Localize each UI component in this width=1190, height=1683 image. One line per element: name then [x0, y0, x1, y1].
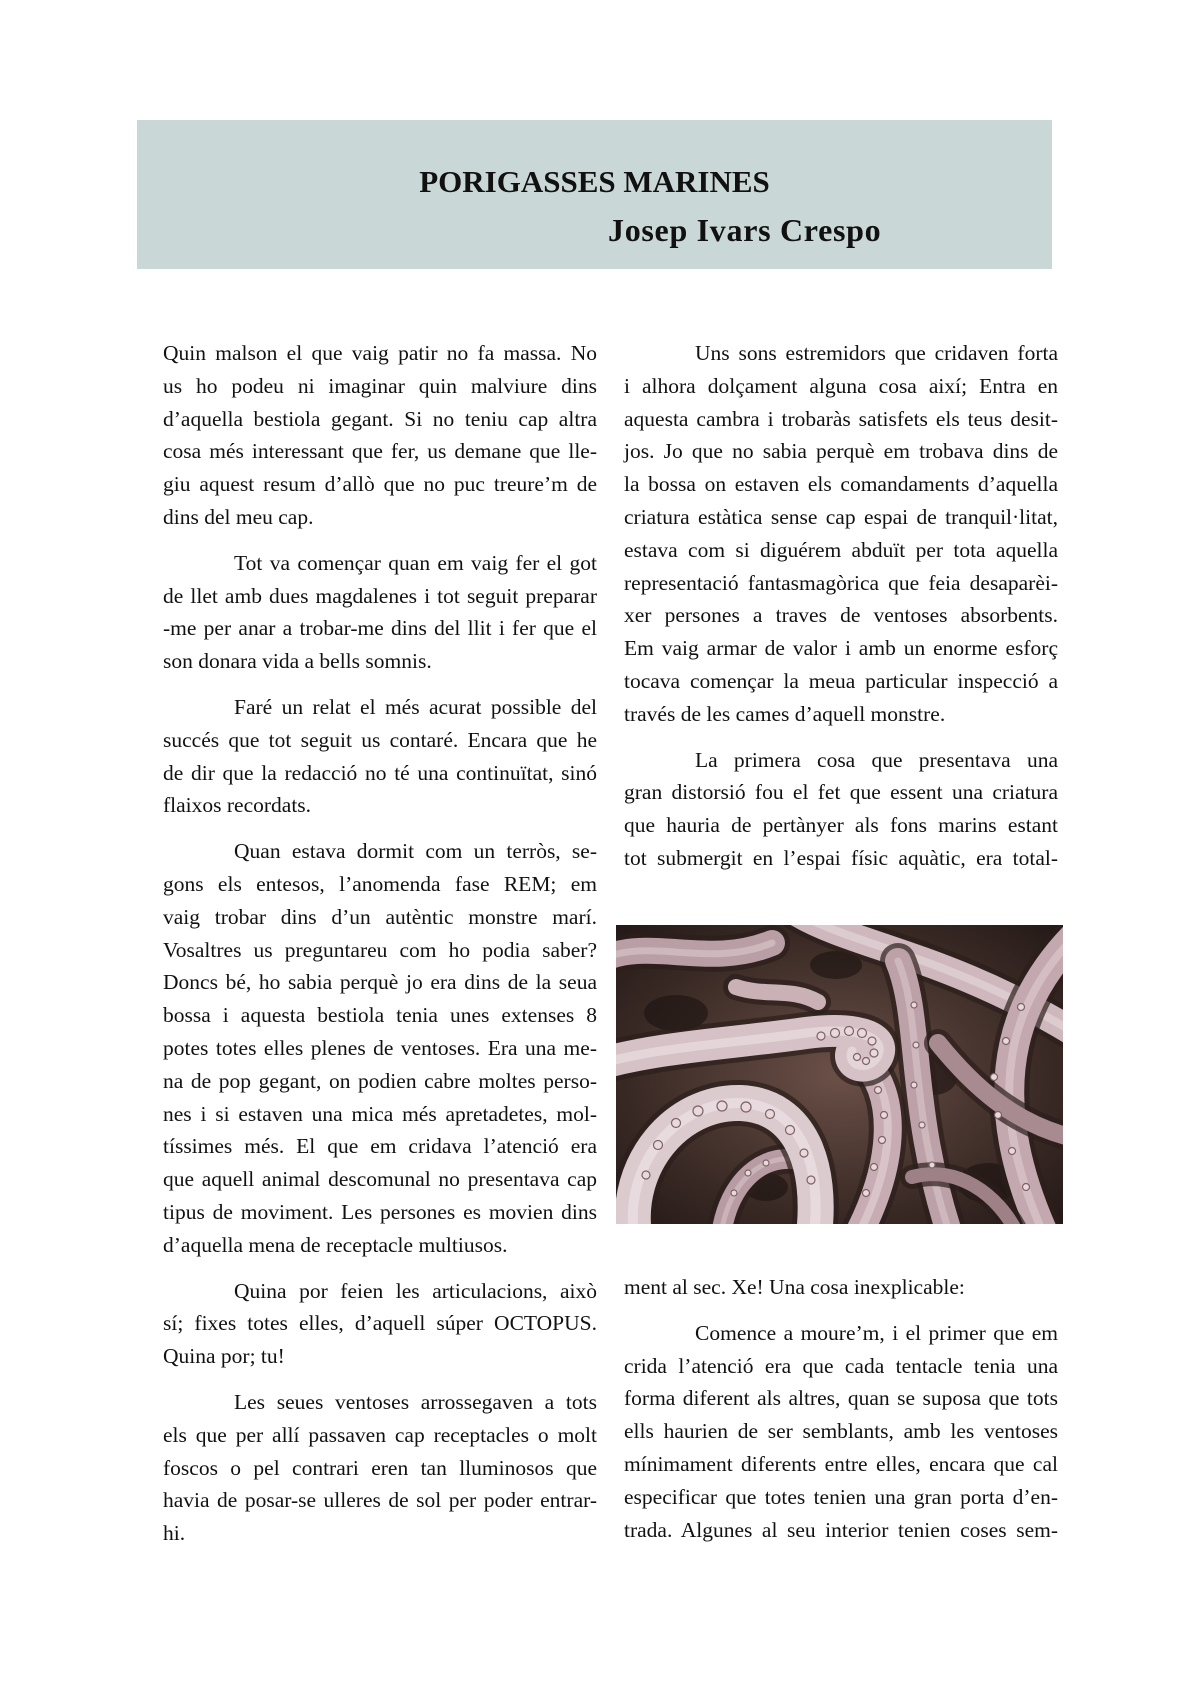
- text-line: foscos o pel contrari eren tan lluminosos que: [163, 1455, 597, 1480]
- text-line: na de pop gegant, on podien cabre moltes perso-: [163, 1068, 597, 1093]
- text-line: Uns sons estremidors que cridaven forta: [695, 341, 1058, 365]
- header-band: [137, 120, 1052, 269]
- text-line: través de les cames d’aquell monstre.: [624, 701, 946, 726]
- text-line: mínimament diferents entre elles, encara que cal: [624, 1451, 1058, 1476]
- text-line: Em vaig armar de valor i amb un enorme esforç: [624, 636, 1058, 661]
- text-line: que aquell animal descomunal no presentava cap: [163, 1167, 597, 1192]
- text-line: d’aquella mena de receptacle multiusos.: [163, 1232, 508, 1257]
- tentacle: [736, 987, 818, 1002]
- paragraph: [163, 835, 597, 1261]
- text-line: la bossa on estaven els comandaments d’aquella: [624, 472, 1058, 497]
- text-line: que hauria de pertànyer als fons marins estant: [624, 813, 1058, 838]
- text-line: gran distorsió fou el fet que essent una criatura: [624, 780, 1058, 805]
- text-line: ells haurien de ser semblants, amb les ventoses: [624, 1419, 1058, 1444]
- text-line: ment al sec. Xe! Una cosa inexplicable:: [624, 1275, 965, 1299]
- text-line: vaig trobar dins d’un autèntic monstre marí.: [163, 904, 597, 929]
- article-title: PORIGASSES MARINES: [419, 164, 770, 199]
- text-line: succés que tot seguit us contaré. Encara que he: [163, 727, 597, 752]
- text-line: sí; fixes totes elles, d’aquell súper OCTOPUS.: [163, 1311, 597, 1336]
- text-line: tipus de moviment. Les persones es movien dins: [163, 1199, 597, 1224]
- text-line: havia de posar-se ulleres de sol per poder entrar-: [163, 1488, 597, 1513]
- text-line: bossa i aquesta bestiola tenia unes extenses 8: [163, 1003, 597, 1028]
- text-line: de llet amb dues magdalenes i tot seguit preparar: [163, 583, 597, 608]
- author-name: Josep Ivars Crespo: [608, 212, 882, 248]
- paragraph: [163, 337, 597, 534]
- text-line: els que per allí passaven cap receptacles o molt: [163, 1422, 597, 1447]
- text-line: jos. Jo que no sabia perquè em trobava dins de: [624, 439, 1058, 464]
- paragraph: [163, 547, 597, 678]
- text-line: Quin malson el que vaig patir no fa massa. No: [163, 341, 597, 365]
- paragraph: [163, 1386, 597, 1550]
- left-column: [163, 337, 597, 1550]
- text-line: Tot va començar quan em vaig fer el got: [234, 550, 597, 575]
- text-line: Quan estava dormit com un terròs, se-: [234, 839, 597, 864]
- text-line: aquesta cambra i trobaràs satisfets els teus desit-: [624, 406, 1058, 431]
- tentacle: [616, 1031, 879, 1066]
- text-line: tocava començar la meua particular inspecció a: [624, 668, 1058, 693]
- text-line: dins del meu cap.: [163, 504, 314, 529]
- text-line: gons els entesos, l’anomenda fase REM; em: [163, 871, 597, 896]
- tentacle: [616, 943, 772, 959]
- text-line: crida l’atenció era que cada tentacle tenia una: [624, 1353, 1058, 1378]
- text-line: giu aquest resum d’allò que no puc treure’m de: [163, 472, 597, 497]
- text-line: representació fantasmagòrica que feia desaparèi-: [624, 570, 1058, 595]
- text-line: Comence a moure’m, i el primer que em: [695, 1320, 1058, 1345]
- text-line: trada. Algunes al seu interior tenien coses sem-: [624, 1517, 1058, 1542]
- text-line: us ho podeu ni imaginar quin malviure dins: [163, 373, 597, 398]
- text-line: Vosaltres us preguntareu com ho podia saber?: [163, 937, 597, 962]
- text-line: especificar que totes tenien una gran porta d’en-: [624, 1484, 1058, 1509]
- text-line: hi.: [163, 1521, 186, 1546]
- text-line: son donara vida a bells somnis.: [163, 649, 432, 674]
- text-line: tíssimes més. El que em cridava l’atenció era: [163, 1134, 597, 1159]
- paragraph: [624, 1317, 1058, 1547]
- octopus-photo: [616, 925, 1063, 1224]
- text-line: Quina por; tu!: [163, 1344, 285, 1369]
- text-line: i alhora dolçament alguna cosa així; Entra en: [624, 373, 1058, 398]
- text-line: d’aquella bestiola gegant. Si no teniu cap altra: [163, 406, 597, 431]
- paragraph: [624, 744, 1058, 875]
- text-line: -me per anar a trobar-me dins del llit i fer que el: [163, 616, 597, 641]
- text-line: Quina por feien les articulacions, això: [234, 1278, 597, 1303]
- text-line: nes i si estaven una mica més apretadetes, mol-: [163, 1101, 597, 1126]
- text-line: xer persones a traves de ventoses absorbents.: [624, 603, 1058, 628]
- paragraph-continuation: [624, 1271, 1058, 1304]
- text-line: potes totes elles plenes de ventoses. Era una me-: [163, 1035, 597, 1060]
- right-column-top: [624, 337, 1058, 875]
- text-line: criatura estàtica sense cap espai de tranquil·litat,: [624, 504, 1058, 529]
- text-line: estava com si diguérem abduït per tota aquella: [624, 537, 1058, 562]
- text-line: forma diferent als altres, quan se suposa que tots: [624, 1386, 1058, 1411]
- right-column-bottom: [624, 1271, 1058, 1546]
- paragraph: [624, 337, 1058, 731]
- text-line: cosa més interessant que fer, us demane que lle-: [163, 439, 597, 464]
- paragraph: [163, 1275, 597, 1373]
- text-line: Doncs bé, ho sabia perquè jo era dins de la seua: [163, 970, 597, 995]
- text-line: flaixos recordats.: [163, 793, 312, 818]
- text-line: La primera cosa que presentava una: [695, 747, 1058, 772]
- text-line: Les seues ventoses arrossegaven a tots: [234, 1389, 597, 1414]
- paragraph: [163, 691, 597, 822]
- text-line: de dir que la redacció no té una continuïtat, sinó: [163, 760, 597, 785]
- text-line: Faré un relat el més acurat possible del: [234, 694, 597, 719]
- text-line: tot submergit en l’espai físic aquàtic, era total-: [624, 845, 1058, 870]
